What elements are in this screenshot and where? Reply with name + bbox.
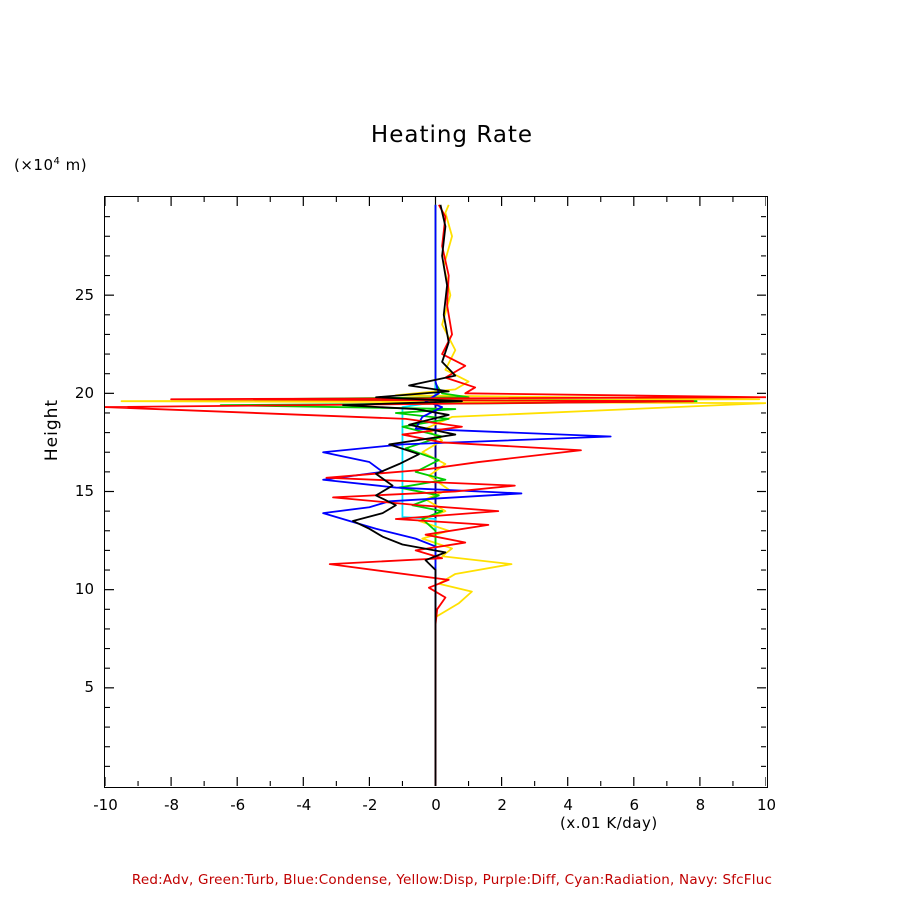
x-tick-label: 0 — [431, 795, 441, 814]
x-tick-label: -10 — [93, 795, 118, 814]
legend: Red:Adv, Green:Turb, Blue:Condense, Yellow:Disp, Purple:Diff, Cyan:Radiation, Navy: SfcFluc — [131, 872, 773, 888]
plot-svg — [105, 197, 766, 786]
y-tick-label: 5 — [84, 678, 94, 697]
y-tick-label: 25 — [74, 285, 94, 304]
y-tick-label: 10 — [74, 580, 94, 599]
x-tick-label: 6 — [629, 795, 640, 814]
x-tick-label: 10 — [756, 795, 777, 814]
series-turb — [221, 205, 697, 786]
y-tick-label: 20 — [74, 383, 94, 402]
series-disp — [122, 205, 766, 786]
x-tick-label: 2 — [497, 795, 507, 814]
x-tick-label: -6 — [230, 795, 246, 814]
page-title: Heating Rate — [370, 122, 534, 148]
y-axis-label: Height — [42, 398, 62, 462]
x-tick-label: -4 — [296, 795, 312, 814]
plot-area — [104, 196, 768, 788]
x-tick-label: 4 — [563, 795, 573, 814]
x-tick-label: -2 — [362, 795, 378, 814]
y-tick-label: 15 — [74, 482, 94, 500]
x-tick-label: -8 — [164, 795, 180, 814]
x-axis-label: (x.01 K/day) — [560, 814, 658, 832]
x-tick-label: 8 — [695, 795, 706, 814]
series-radiation — [402, 205, 435, 786]
y-axis-unit-note: ($\times 10^4$ m) — [14, 156, 88, 174]
